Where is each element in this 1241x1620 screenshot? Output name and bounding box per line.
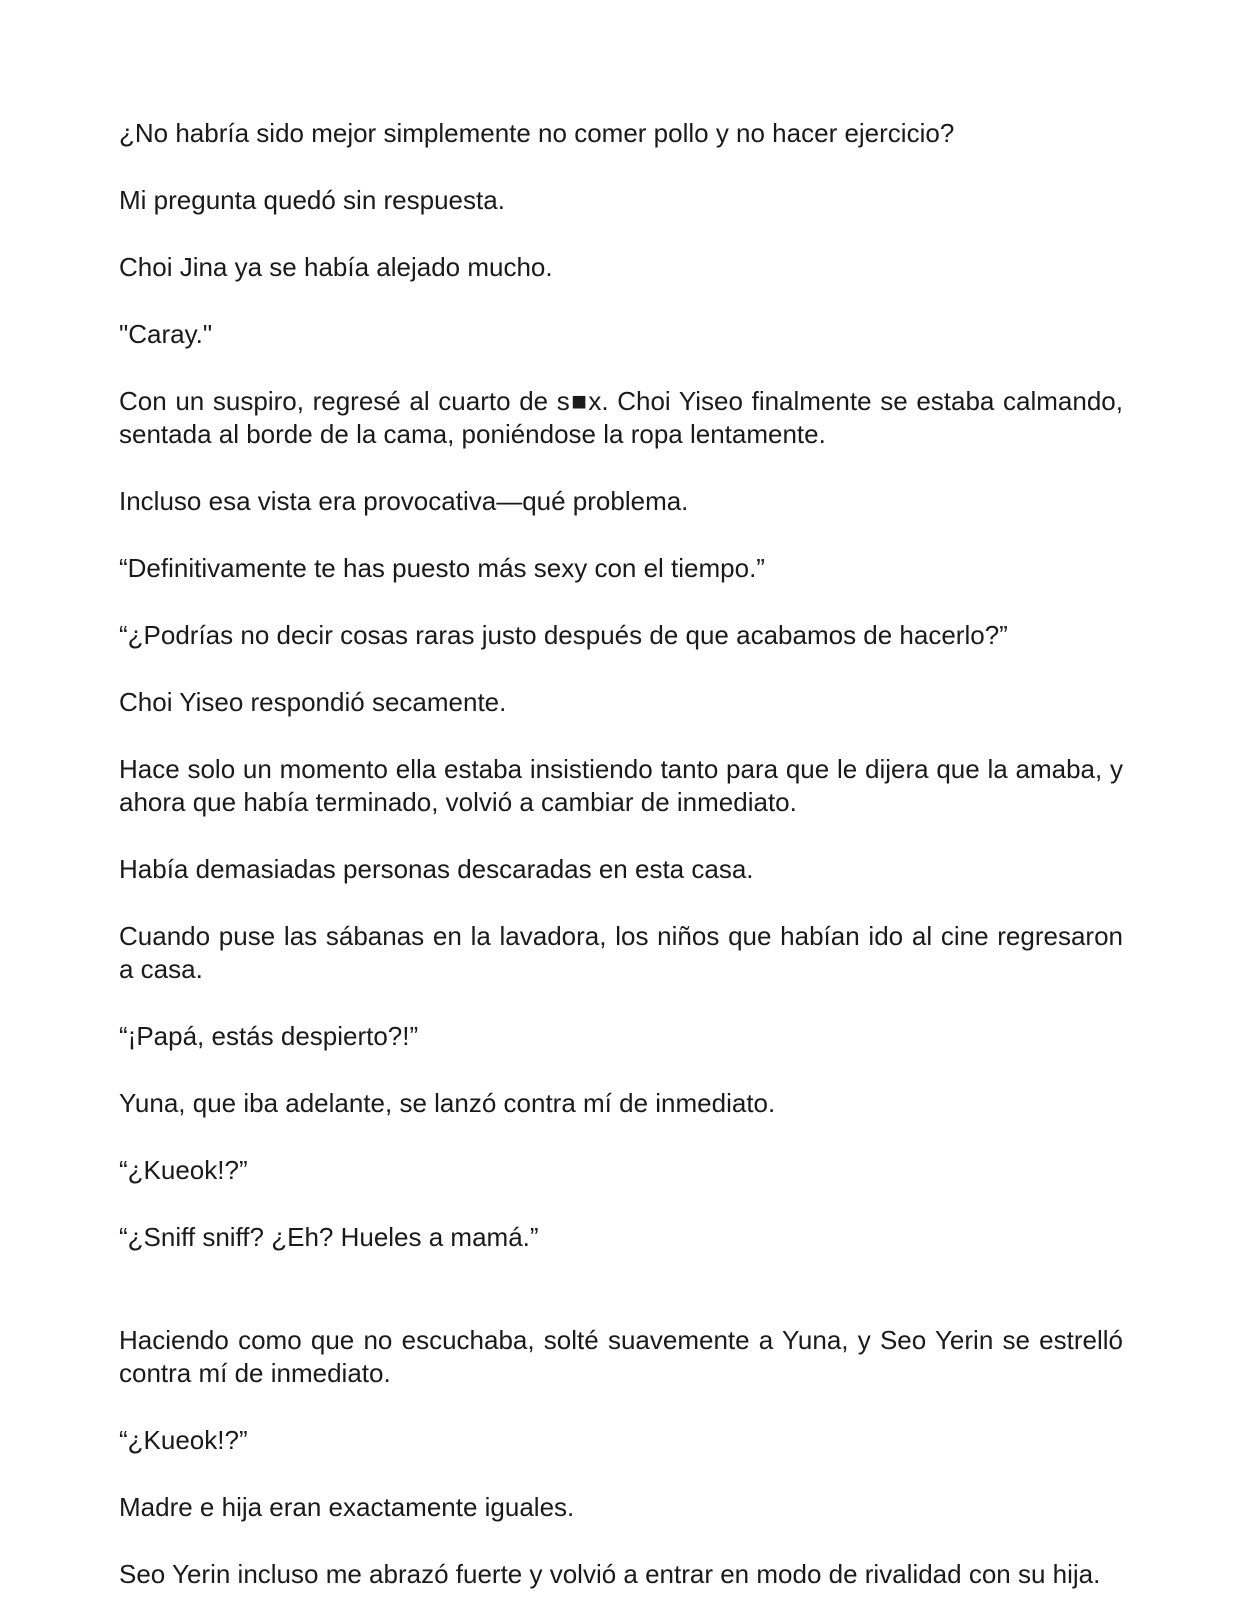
paragraph-17: Haciendo como que no escuchaba, solté suavemente a Yuna, y Seo Yerin se estrelló contra mí de inmediato. (119, 1325, 1123, 1388)
paragraph-14: Yuna, que iba adelante, se lanzó contra mí de inmediato. (119, 1088, 776, 1118)
paragraph-20: Seo Yerin incluso me abrazó fuerte y volvió a entrar en modo de rivalidad con su hija. (119, 1559, 1101, 1589)
paragraph-7: “Definitivamente te has puesto más sexy con el tiempo.” (119, 553, 765, 583)
paragraph-16: “¿Sniff sniff? ¿Eh? Hueles a mamá.” (119, 1222, 539, 1252)
paragraph-12: Cuando puse las sábanas en la lavadora, los niños que habían ido al cine regresaron a casa. (119, 921, 1123, 984)
paragraph-3: Choi Jina ya se había alejado mucho. (119, 252, 553, 282)
paragraph-19: Madre e hija eran exactamente iguales. (119, 1492, 575, 1522)
paragraph-8: “¿Podrías no decir cosas raras justo después de que acabamos de hacerlo?” (119, 620, 1008, 650)
paragraph-15: “¿Kueok!?” (119, 1155, 248, 1185)
paragraph-6: Incluso esa vista era provocativa—qué problema. (119, 486, 689, 516)
paragraph-10: Hace solo un momento ella estaba insistiendo tanto para que le dijera que la amaba, y ahora que había terminado, volvió a cambiar de inmediato. (119, 754, 1123, 817)
paragraph-13: “¡Papá, estás despierto?!” (119, 1021, 419, 1051)
paragraph-1: ¿No habría sido mejor simplemente no comer pollo y no hacer ejercicio? (119, 118, 955, 148)
paragraph-5: Con un suspiro, regresé al cuarto de s■x. Choi Yiseo finalmente se estaba calmando, sentada al borde de la cama, poniéndose la ropa lentamente. (119, 386, 1123, 449)
paragraph-11: Había demasiadas personas descaradas en esta casa. (119, 854, 754, 884)
paragraph-2: Mi pregunta quedó sin respuesta. (119, 185, 505, 215)
paragraph-4: "Caray." (119, 319, 213, 349)
paragraph-18: “¿Kueok!?” (119, 1425, 248, 1455)
paragraph-9: Choi Yiseo respondió secamente. (119, 687, 507, 717)
